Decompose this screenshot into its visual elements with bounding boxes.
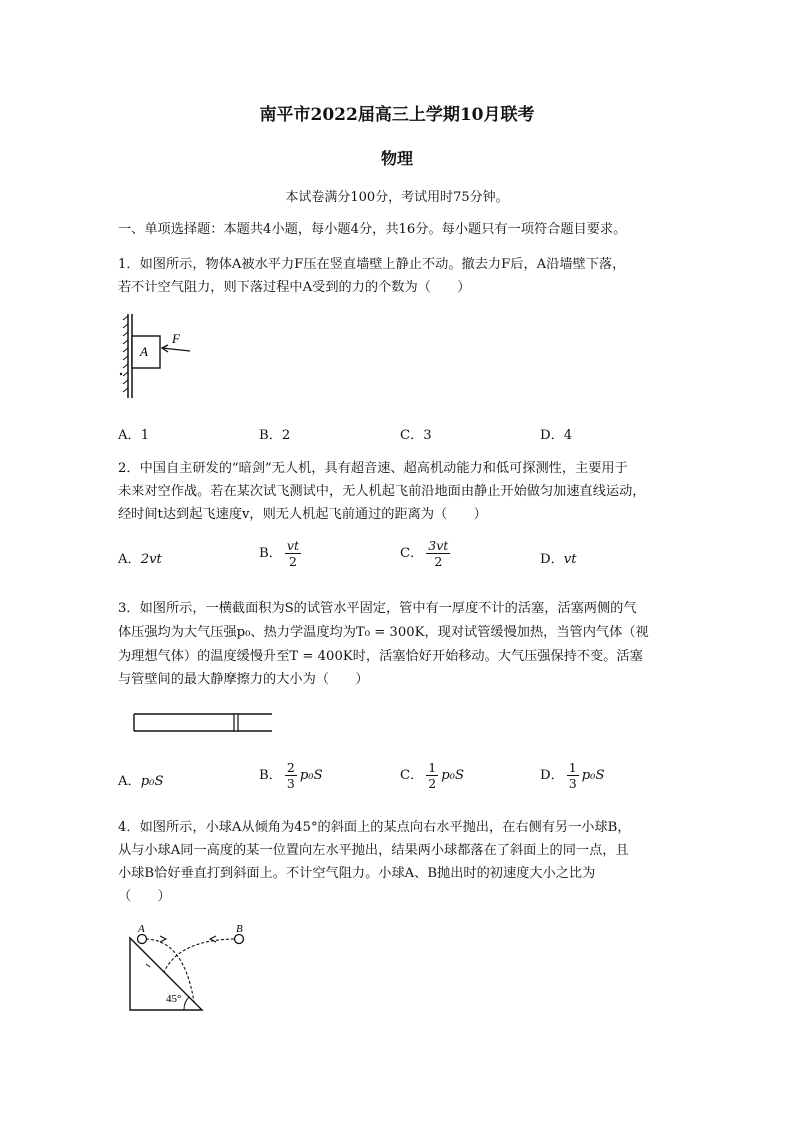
- q1-option-b: B．2: [259, 428, 291, 443]
- q3-option-a: [118, 770, 163, 789]
- q2-option-c-denominator: 2: [434, 554, 443, 569]
- q2-option-c-numerator: 3vt: [428, 538, 449, 553]
- q3-option-a-value: p₀S: [140, 774, 164, 789]
- q3-option-d-numerator: 1: [568, 760, 577, 775]
- ball-b-label: B: [236, 923, 243, 935]
- ball-b: [235, 935, 244, 944]
- q2-option-a-prefix: A．: [118, 552, 141, 567]
- q2-option-b-prefix: B．: [259, 546, 282, 561]
- q3-option-b-numerator: 2: [286, 760, 295, 775]
- q2-option-a: [118, 548, 162, 567]
- q3-line1: 3．如图所示，一横截面积为S的试管水平固定，管中有一厚度不计的活塞，活塞两侧的气: [118, 601, 637, 616]
- q3-line3: 为理想气体）的温度缓慢升至T = 400K时，活塞恰好开始移动。大气压强保持不变。活塞: [118, 649, 643, 664]
- q4-figure-incline: [124, 920, 264, 1015]
- q2-option-b: [259, 538, 304, 569]
- q1-option-c: C．3: [400, 428, 432, 443]
- q3-option-b-denominator: 3: [286, 776, 295, 791]
- q3-option-a-prefix: A．: [118, 774, 141, 789]
- ball-a-label: A: [138, 923, 145, 935]
- q3-option-c: [400, 760, 464, 791]
- q1-figure-wall-block: [118, 312, 198, 402]
- q2-option-c: [400, 538, 453, 569]
- q1-line1: 1．如图所示，物体A被水平力F压在竖直墙壁上静止不动。撤去力F后，A沿墙壁下落，: [118, 257, 626, 272]
- q4-line1: 4．如图所示，小球A从倾角为45°的斜面上的某点向右水平抛出，在右侧有另一小球B，: [118, 820, 631, 835]
- q2-line3: 经时间t达到起飞速度v，则无人机起飞前通过的距离为（ ）: [118, 507, 487, 522]
- exam-note: 本试卷满分100分，考试用时75分钟。: [285, 190, 509, 205]
- q2-option-b-denominator: 2: [288, 554, 297, 569]
- q3-option-d-denominator: 3: [568, 776, 577, 791]
- q1-option-a: A．1: [118, 428, 150, 443]
- q2-option-d-prefix: D．: [540, 552, 564, 567]
- page-title: 南平市2022届高三上学期10月联考: [259, 105, 535, 125]
- q3-option-d-tail: p₀S: [581, 768, 605, 783]
- q3-option-b-tail: p₀S: [299, 768, 323, 783]
- q3-option-b-prefix: B．: [259, 768, 282, 783]
- subject-title: 物理: [380, 149, 413, 168]
- q3-option-d: [540, 760, 604, 791]
- q3-option-c-numerator: 1: [428, 760, 437, 775]
- angle-label: 45°: [166, 993, 182, 1005]
- q1-line2: 若不计空气阻力，则下落过程中A受到的力的个数为（ ）: [118, 280, 471, 295]
- q3-option-c-tail: p₀S: [441, 768, 464, 783]
- q2-line1: 2．中国自主研发的“暗剑”无人机，具有超音速、超高机动能力和低可探测性，主要用于: [118, 461, 628, 476]
- q3-line2: 体压强均为大气压强p₀、热力学温度均为T₀ = 300K，现对试管缓慢加热，当管内气体（视: [118, 625, 649, 640]
- piston: [234, 714, 238, 731]
- q2-option-b-numerator: vt: [286, 538, 299, 553]
- q2-option-d-value: vt: [563, 552, 577, 567]
- q3-option-c-prefix: C．: [400, 768, 424, 783]
- q1-option-d: D．4: [540, 428, 573, 443]
- q2-option-d: [540, 548, 577, 567]
- q2-option-c-prefix: C．: [400, 546, 424, 561]
- q3-option-d-prefix: D．: [540, 768, 564, 783]
- force-f-label: F: [172, 331, 180, 346]
- q4-line4: （ ）: [118, 889, 171, 904]
- q4-line2: 从与小球A同一高度的某一位置向左水平抛出，结果两小球都落在了斜面上的同一点，且: [118, 843, 629, 858]
- section-heading: 一、单项选择题：本题共4小题，每小题4分，共16分。每小题只有一项符合题目要求。: [118, 222, 627, 237]
- trajectory-b: [164, 939, 234, 972]
- block-a-label: A: [140, 344, 148, 359]
- q3-option-b: [259, 760, 323, 791]
- q3-figure-test-tube: [130, 708, 280, 738]
- q2-line2: 未来对空作战。若在某次试飞测试中，无人机起飞前沿地面由静止开始做匀加速直线运动，: [118, 484, 646, 499]
- q3-option-c-denominator: 2: [428, 776, 437, 791]
- q2-option-a-value: 2vt: [140, 552, 162, 567]
- q4-line3: 小球B恰好垂直打到斜面上。不计空气阻力。小球A、B抛出时的初速度大小之比为: [118, 866, 596, 881]
- ball-a: [138, 935, 147, 944]
- q3-line4: 与管壁间的最大静摩擦力的大小为（ ）: [118, 672, 369, 687]
